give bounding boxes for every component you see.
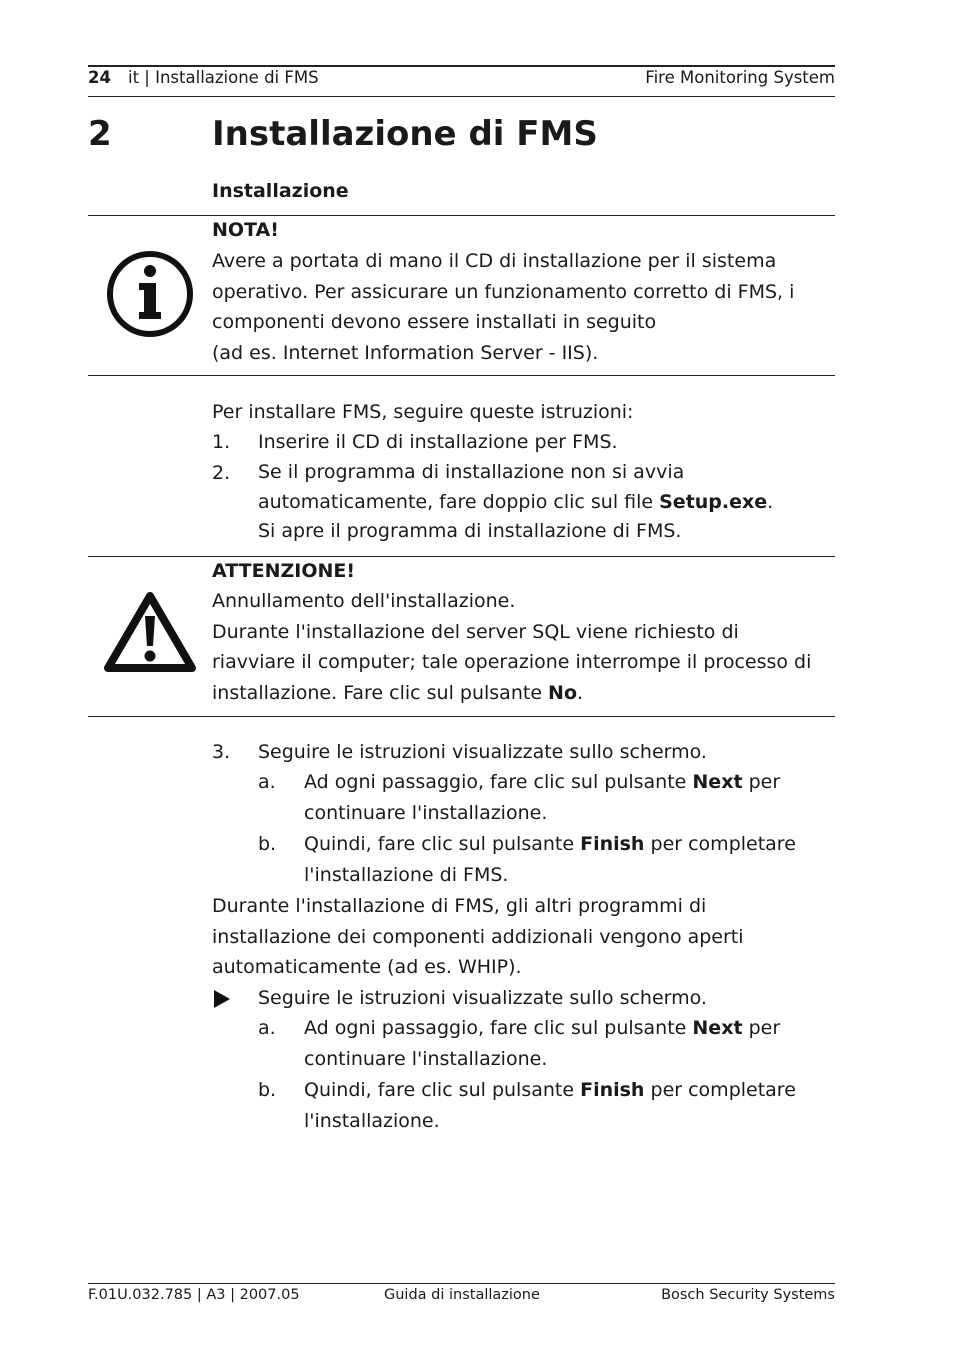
info-icon [106,250,194,338]
caution-top-rule [88,556,835,557]
paragraph-line: Durante l'installazione di FMS, gli altri programmi di [212,895,707,917]
header-bottom-rule [88,96,835,97]
footer-doc-type: Guida di installazione [384,1287,540,1303]
step-line [258,488,773,518]
substep-text [304,1013,780,1074]
note-top-rule [88,215,835,216]
substep-line: continuare l'installazione. [304,801,548,824]
substep-line-text: Ad ogni passaggio, fare clic sul pulsante [304,771,693,793]
substep-letter: a. [258,1017,276,1039]
paragraph-line: automaticamente (ad es. WHIP). [212,956,522,978]
caution-text [212,586,835,708]
header-section: it | Installazione di FMS [128,68,319,87]
step-number: 3. [212,741,231,763]
substep-line: continuare l'installazione. [304,1047,548,1070]
substep-line-text: per completare [644,1079,796,1101]
note-line: operativo. Per assicurare un funzionamento corretto di FMS, i [212,280,795,303]
note-label: NOTA! [212,219,279,241]
step-number: 2. [212,462,231,484]
paragraph-line: installazione dei componenti addizionali vengono aperti [212,925,744,948]
substep-text [304,829,796,890]
substep-text [304,767,780,828]
footer-doc-id: F.01U.032.785 | A3 | 2007.05 [88,1287,300,1303]
step-text: Seguire le istruzioni visualizzate sullo schermo. [258,741,707,763]
substep-line: l'installazione. [304,1109,440,1132]
substep-line: l'installazione di FMS. [304,863,509,886]
button-name-next: Next [692,1017,743,1039]
caution-line [212,678,835,709]
button-name-no: No [548,681,578,704]
filename-setup: Setup.exe [659,490,768,513]
warning-icon [102,590,198,676]
triangle-right-icon [214,990,230,1008]
caution-label: ATTENZIONE! [212,560,356,582]
step-text: Inserire il CD di installazione per FMS. [258,431,618,453]
substep-line-text: per [742,771,781,793]
step-text [258,458,773,547]
step-line-text: automaticamente, fare doppio clic sul file [258,490,660,513]
caution-line: riavviare il computer; tale operazione interrompe il processo di [212,651,812,673]
paragraph [212,891,835,983]
caution-line: Annullamento dell'installazione. [212,590,516,612]
step-line: Se il programma di installazione non si avvia [258,461,685,483]
substep-line-text: Quindi, fare clic sul pulsante [304,1079,581,1101]
substep-letter: b. [258,833,277,855]
intro-text: Per installare FMS, seguire queste istruzioni: [212,401,634,423]
substep-letter: b. [258,1079,277,1101]
substep-line-text: per completare [644,833,796,855]
step-line: Si apre il programma di installazione di FMS. [258,520,682,542]
button-name-finish: Finish [580,1079,645,1101]
note-line: Avere a portata di mano il CD di installazione per il sistema [212,250,777,272]
substep-letter: a. [258,771,276,793]
note-bottom-rule [88,375,835,376]
substep-line [304,767,780,798]
header-product: Fire Monitoring System [645,68,835,87]
substep-line-text: per [742,1017,781,1039]
section-heading: Installazione [212,180,349,202]
chapter-number: 2 [88,114,112,154]
substep-line-text: Ad ogni passaggio, fare clic sul pulsante [304,1017,693,1039]
substep-text [304,1075,796,1136]
substep-line [304,1013,780,1044]
bullet-step-text: Seguire le istruzioni visualizzate sullo schermo. [258,987,707,1009]
button-name-next: Next [692,771,743,793]
caution-line: Durante l'installazione del server SQL viene richiesto di [212,620,739,643]
substep-line [304,1075,796,1106]
footer-company: Bosch Security Systems [661,1287,835,1303]
chapter-title: Installazione di FMS [212,114,598,154]
caution-line-punct: . [577,681,584,704]
button-name-finish: Finish [580,833,645,855]
caution-bottom-rule [88,716,835,717]
page-number: 24 [88,68,111,87]
note-line: componenti devono essere installati in seguito [212,311,657,333]
step-number: 1. [212,431,231,453]
note-line: (ad es. Internet Information Server - IIS). [212,341,599,364]
footer-rule [88,1283,835,1284]
substep-line-text: Quindi, fare clic sul pulsante [304,833,581,855]
step-line-punct: . [767,490,774,513]
caution-line-text: installazione. Fare clic sul pulsante [212,681,549,704]
substep-line [304,829,796,860]
note-text [212,246,835,368]
